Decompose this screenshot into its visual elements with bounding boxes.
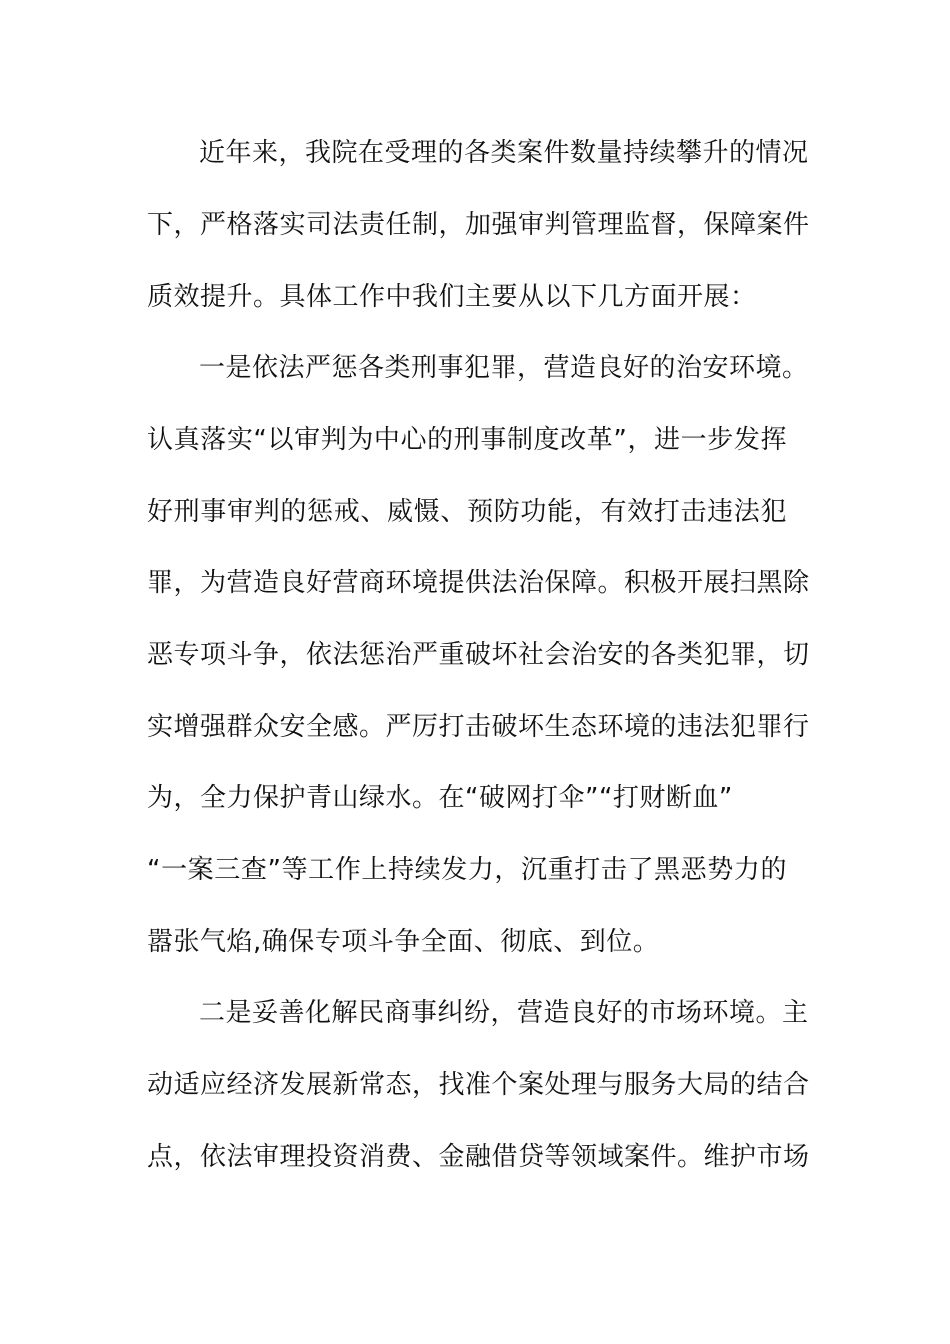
paragraph-line: 嚣张气焰,确保专项斗争全面、彻底、到位。 — [147, 927, 660, 957]
paragraph-line: 动适应经济发展新常态，找准个案处理与服务大局的结合 — [147, 1070, 810, 1100]
paragraph-line: 为，全力保护青山绿水。在“破网打伞”“打财断血” — [147, 783, 733, 813]
paragraph-line: 实增强群众安全感。严厉打击破坏生态环境的违法犯罪行 — [147, 712, 810, 742]
paragraph-line: 质效提升。具体工作中我们主要从以下几方面开展： — [147, 282, 757, 312]
paragraph-line: 下，严格落实司法责任制，加强审判管理监督，保障案件 — [147, 210, 810, 240]
paragraph-line: 近年来，我院在受理的各类案件数量持续攀升的情况 — [199, 138, 809, 168]
paragraph-line: 恶专项斗争，依法惩治严重破坏社会治安的各类犯罪，切 — [147, 640, 810, 670]
paragraph-line: “一案三查”等工作上持续发力，沉重打击了黑恶势力的 — [147, 855, 787, 885]
paragraph-line: 一是依法严惩各类刑事犯罪，营造良好的治安环境。 — [199, 353, 809, 383]
paragraph-line: 罪，为营造良好营商环境提供法治保障。积极开展扫黑除 — [147, 568, 810, 598]
paragraph-line: 好刑事审判的惩戒、威慑、预防功能，有效打击违法犯 — [147, 497, 787, 527]
paragraph-line: 二是妥善化解民商事纠纷，营造良好的市场环境。主 — [199, 998, 809, 1028]
paragraph-line: 认真落实“以审判为中心的刑事制度改革”，进一步发挥 — [147, 425, 787, 455]
paragraph-line: 点，依法审理投资消费、金融借贷等领域案件。维护市场 — [147, 1142, 810, 1172]
